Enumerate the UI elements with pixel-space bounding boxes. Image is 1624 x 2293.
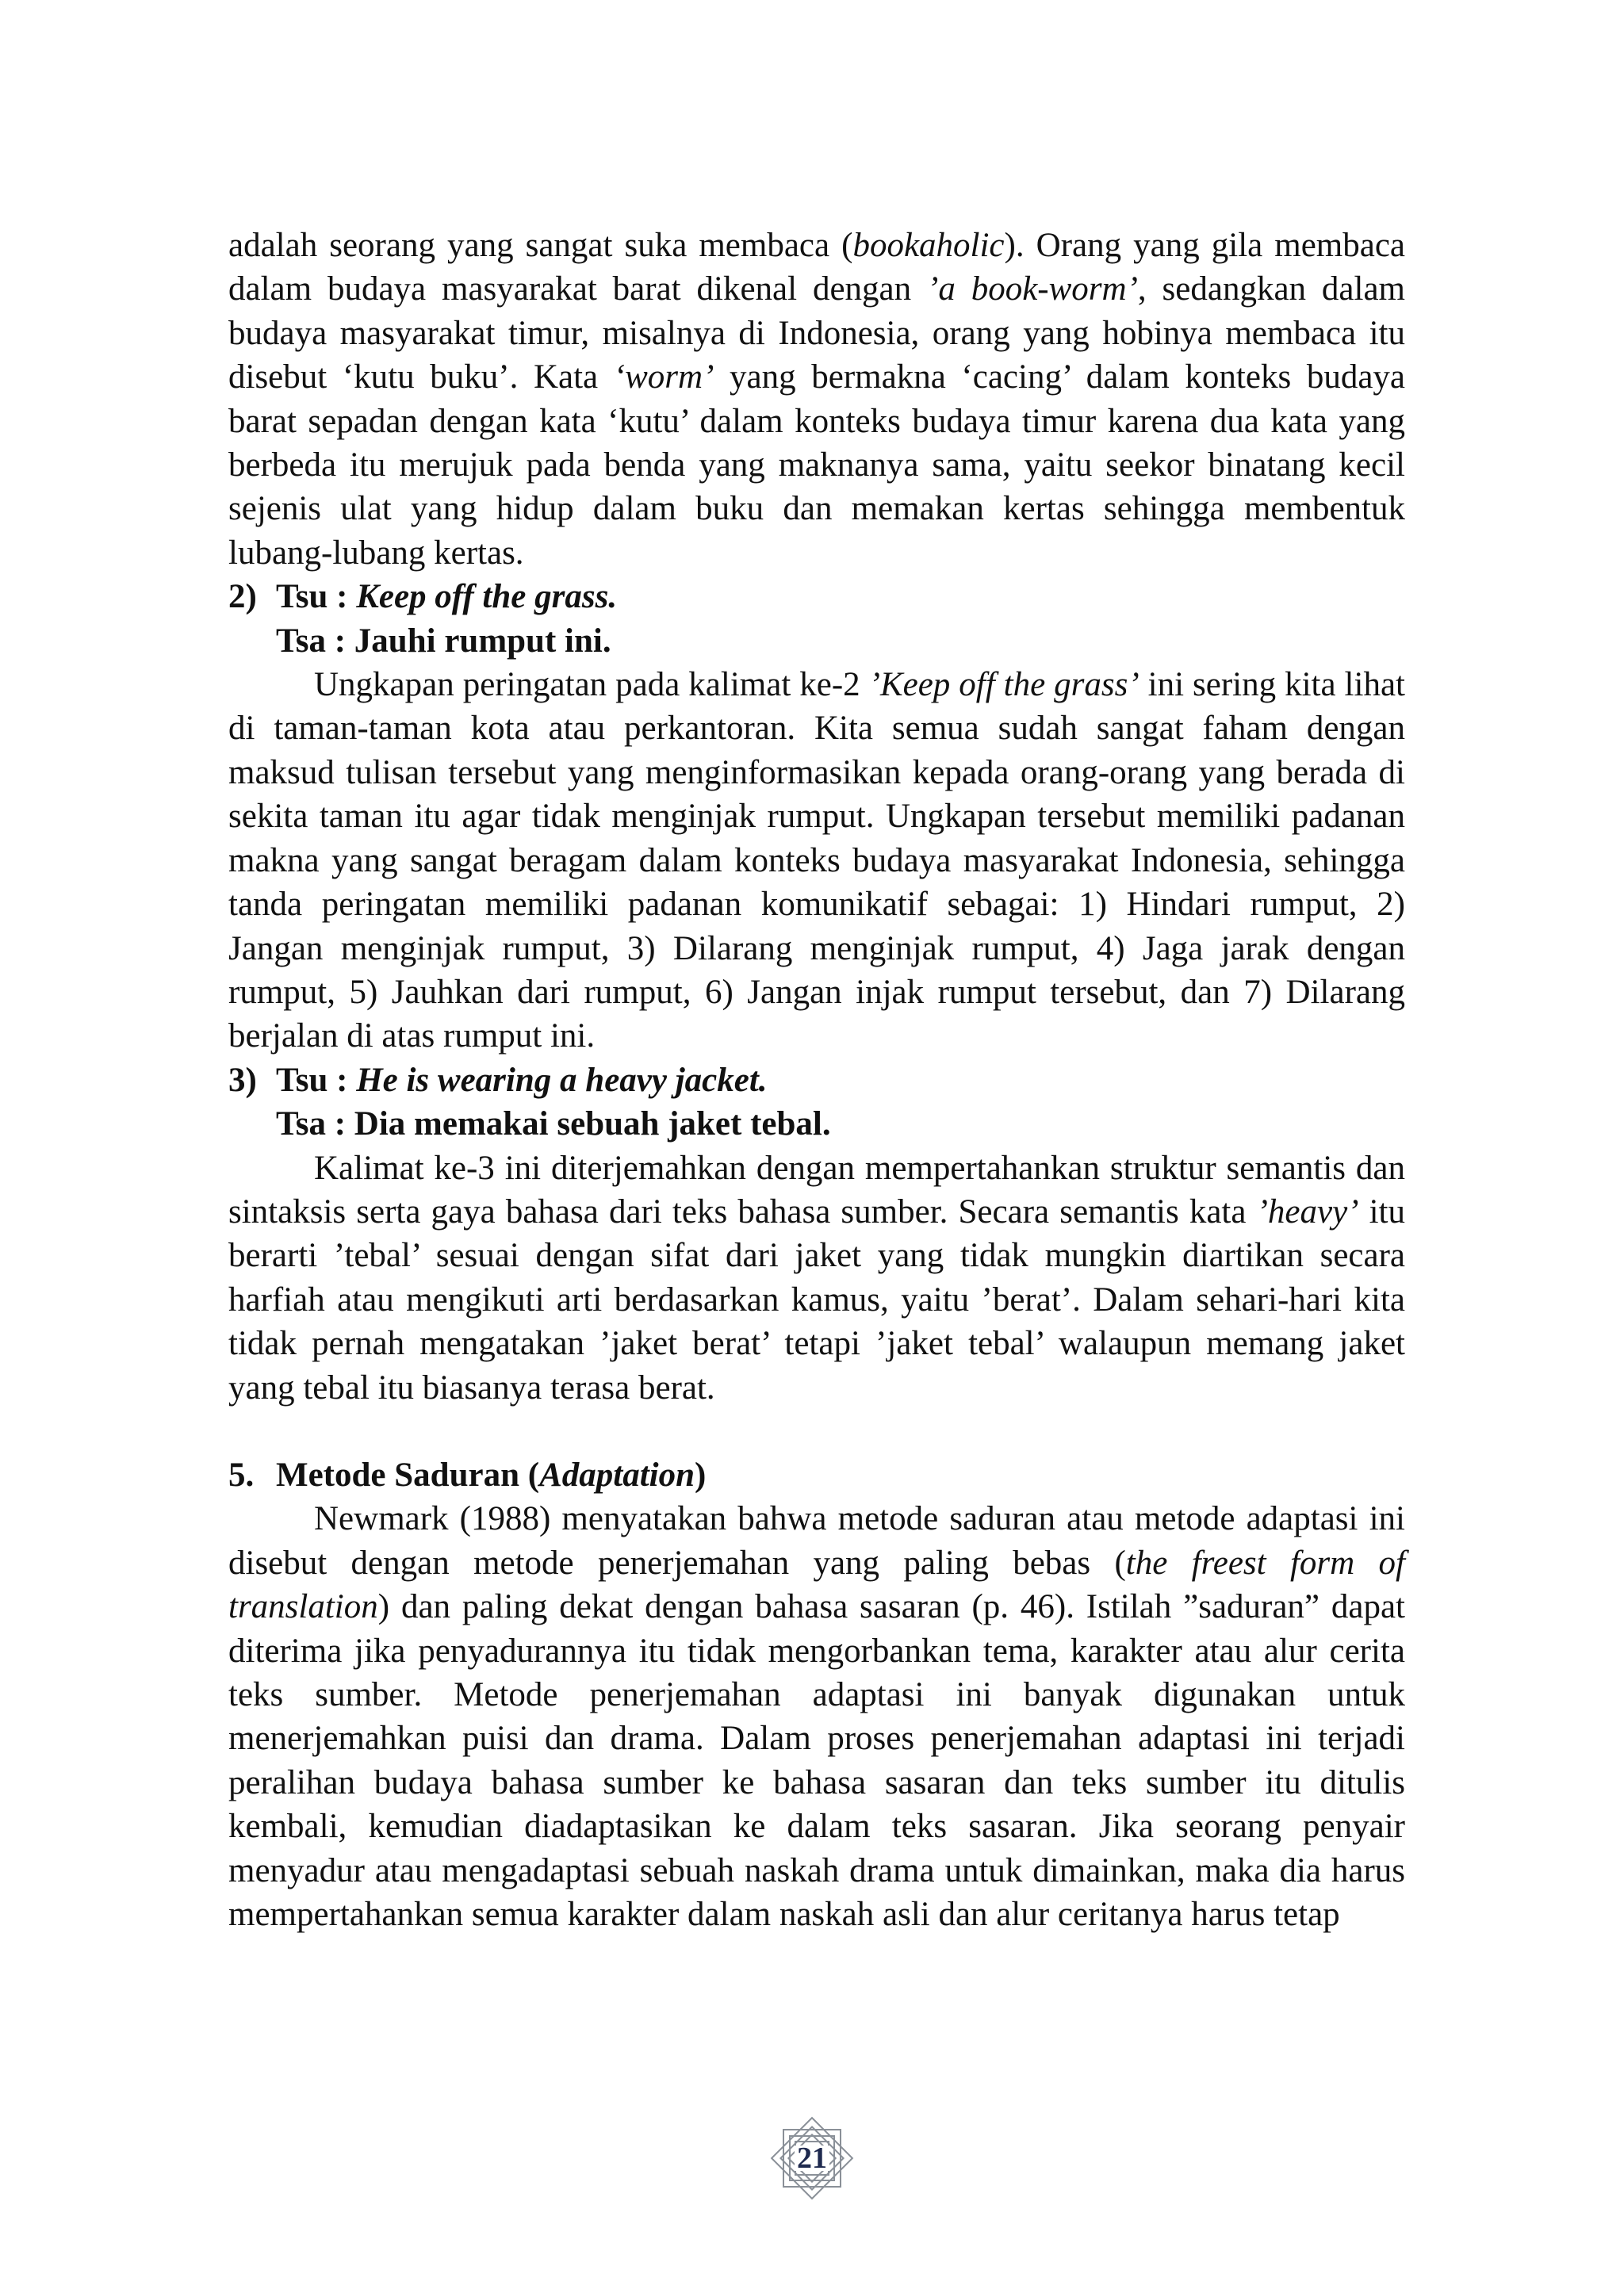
section-spacer	[228, 1410, 1405, 1453]
example-number: 3)	[228, 1061, 257, 1099]
example-2-source: 2) Tsu : Keep off the grass.	[228, 575, 1405, 618]
body-text	[228, 224, 1405, 1936]
page-number-badge	[766, 2112, 858, 2204]
paragraph-3: Kalimat ke-3 ini diterjemahkan dengan mempertahankan struktur semantis dan sintaksis serta gaya bahasa dari teks bahasa sumber. Secara semantis kata ’heavy’ itu berarti ’tebal’ sesuai dengan sifat dari jaket yang tidak mungkin diartikan secara harfiah atau mengikuti arti berdasarkan kamus, yaitu ’berat’. Dalam sehari-hari kita tidak pernah mengatakan ’jaket berat’ tetapi ’jaket tebal’ walaupun memang jaket yang tebal itu biasanya terasa berat.	[228, 1149, 1406, 1407]
example-3-target: Tsa : Dia memakai sebuah jaket tebal.	[276, 1105, 831, 1143]
paragraph-1: adalah seorang yang sangat suka membaca (bookaholic). Orang yang gila membaca dalam budaya masyarakat barat dikenal dengan ’a book-worm’, sedangkan dalam budaya masyarakat timur, misalnya di Indonesia, orang yang hobinya membaca itu disebut ‘kutu buku’. Kata ‘worm’ yang bermakna ‘cacing’ dalam konteks budaya barat sepadan dengan kata ‘kutu’ dalam konteks budaya timur karena dua kata yang berbeda itu merujuk pada benda yang maknanya sama, yaitu seekor binatang kecil sejenis ulat yang hidup dalam buku dan memakan kertas sehingga membentuk lubang-lubang kertas.	[228, 227, 1405, 572]
paragraph-4: Newmark (1988) menyatakan bahwa metode saduran atau metode adaptasi ini disebut dengan metode penerjemahan yang paling bebas (the freest form of translation) dan paling dekat dengan bahasa sasaran (p. 46). Istilah ”saduran” dapat diterima jika penyadurannya itu tidak mengorbankan tema, karakter atau alur cerita teks sumber. Metode penerjemahan adaptasi ini banyak digunakan untuk menerjemahkan puisi dan drama. Dalam proses penerjemahan adaptasi ini terjadi peralihan budaya bahasa sumber ke bahasa sasaran dan teks sumber itu ditulis kembali, kemudian diadaptasikan ke dalam teks sasaran. Jika seorang penyair menyadur atau mengadaptasi sebuah naskah drama untuk dimainkan, maka dia harus mempertahankan semua karakter dalam naskah asli dan alur ceritanya harus tetap	[228, 1500, 1405, 1934]
section-title: Metode Saduran (Adaptation)	[276, 1456, 707, 1494]
section-heading	[228, 1453, 1405, 1497]
example-2-target: Tsa : Jauhi rumput ini.	[276, 622, 611, 660]
example-3-source: 3) Tsu : He is wearing a heavy jacket.	[228, 1058, 1405, 1102]
example-number: 2)	[228, 578, 257, 616]
paragraph-2: Ungkapan peringatan pada kalimat ke-2 ’Keep off the grass’ ini sering kita lihat di taman-taman kota atau perkantoran. Kita semua sudah sangat faham dengan maksud tulisan tersebut yang menginformasikan kepada orang-orang yang berada di sekita taman itu agar tidak menginjak rumput. Ungkapan tersebut memiliki padanan makna yang sangat beragam dalam konteks budaya masyarakat Indonesia, sehingga tanda peringatan memiliki padanan komunikatif sebagai: 1) Hindari rumput, 2) Jangan menginjak rumput, 3) Dilarang menginjak rumput, 4) Jaga jarak dengan rumput, 5) Jauhkan dari rumput, 6) Jangan injak rumput tersebut, dan 7) Dilarang berjalan di atas rumput ini.	[228, 666, 1405, 1055]
page-number: 21	[797, 2142, 827, 2175]
section-number: 5.	[228, 1456, 255, 1494]
